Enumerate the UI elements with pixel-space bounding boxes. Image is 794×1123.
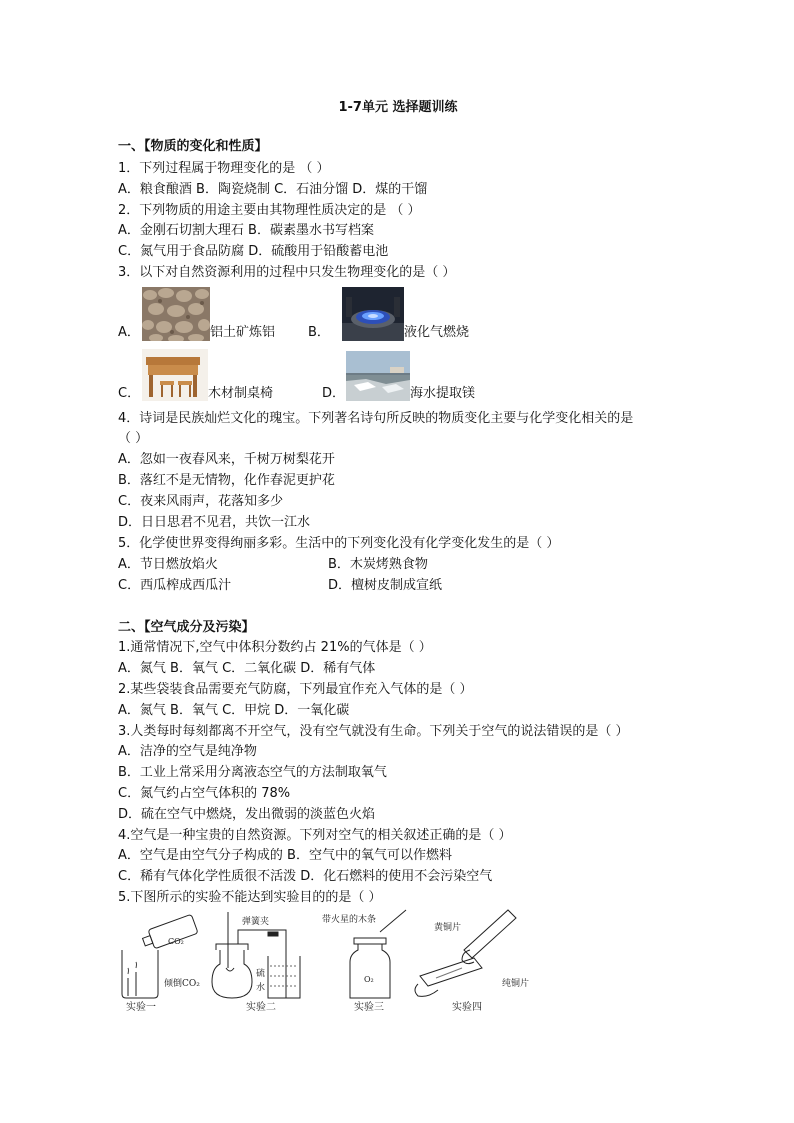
s2-q3-option-c: C．氮气约占空气体积的 78% [118,786,291,801]
s1-q2-stem: 2．下列物质的用途主要由其物理性质决定的是 （ ） [118,203,421,218]
page-title: 1-7单元 选择题训练 [338,100,458,115]
s1-q1-options: A．粮食酿酒 B．陶瓷烧制 C．石油分馏 D．煤的干馏 [118,182,428,197]
experiment-four-diagram [415,910,529,1013]
pour-co2-label: 倾倒CO₂ [164,979,200,989]
s2-q3-option-b: B．工业上常采用分离液态空气的方法制取氧气 [118,765,387,780]
experiment-two-diagram [212,912,300,1013]
s1-q2-options-ab: A．金刚石切割大理石 B．碳素墨水书写档案 [118,223,374,238]
s2-q2-stem: 2.某些袋装食品需要充气防腐，下列最宜作充入气体的是（ ） [118,682,473,697]
experiment-one-label: 实验一 [126,1002,156,1013]
experiment-two-label: 实验二 [246,1002,276,1013]
s1-q3-a-letter: A． [118,325,140,340]
s2-q4-options-ab: A．空气是由空气分子构成的 B．空气中的氧气可以作燃料 [118,848,452,863]
pure-copper-label: 纯铜片 [502,979,530,989]
brass-sheet-label: 黄铜片 [434,923,462,933]
seawater-salt-image [346,351,410,401]
s2-q3-option-a: A．洁净的空气是纯净物 [118,744,257,759]
experiment-three-diagram [322,910,406,1013]
s1-q3-b-letter: B． [308,325,330,340]
s1-q1-stem: 1．下列过程属于物理变化的是 （ ） [118,161,330,176]
s1-q5-option-a: A．节日燃放焰火 [118,557,218,572]
s2-q3-stem: 3.人类每时每刻都离不开空气，没有空气就没有生命。下列关于空气的说法错误的是（ ） [118,724,629,739]
s2-q2-options: A．氮气 B．氧气 C．甲烷 D．一氧化碳 [118,703,350,718]
s1-q4-stem: 4．诗词是民族灿烂文化的瑰宝。下列著名诗句所反映的物质变化主要与化学变化相关的是 [118,411,634,426]
s1-q5-option-b: B．木炭烤熟食物 [328,557,428,572]
s2-q1-stem: 1.通常情况下,空气中体积分数约占 21%的气体是（ ） [118,640,432,655]
s1-q5-stem: 5．化学使世界变得绚丽多彩。生活中的下列变化没有化学变化发生的是（ ） [118,536,560,551]
s1-q5-option-d: D．檀树皮制成宣纸 [328,578,443,593]
s2-q4-options-cd: C．稀有气体化学性质很不活泼 D．化石燃料的使用不会污染空气 [118,869,493,884]
s1-q3-stem: 3．以下对自然资源利用的过程中只发生物理变化的是（ ） [118,265,456,280]
s1-q3-d-text: 海水提取镁 [410,386,476,401]
water-label: 水 [256,983,266,993]
s1-q4-option-a: A．忽如一夜春风来，千树万树梨花开 [118,452,335,467]
s1-q3-a-text: 铝土矿炼铝 [210,325,276,340]
s1-q3-c-letter: C． [118,386,141,401]
s2-q3-option-d: D．硫在空气中燃烧，发出微弱的淡蓝色火焰 [118,807,376,822]
s2-q5-stem: 5.下图所示的实验不能达到实验目的的是（ ） [118,890,382,905]
s1-q3-c-text: 木材制桌椅 [208,386,274,401]
bauxite-image [142,287,210,341]
section2-heading: 二、【空气成分及污染】 [118,620,255,635]
s1-q4-option-d: D．日日思君不见君，共饮一江水 [118,515,311,530]
clamp-label: 弹簧夹 [242,917,270,927]
o2-jar-label: O₂ [364,975,374,984]
s1-q4-stem-bracket: （ ） [118,431,149,446]
experiment-three-label: 实验三 [354,1002,384,1013]
section1-heading: 一、【物质的变化和性质】 [118,139,268,154]
s1-q4-option-c: C．夜来风雨声，花落知多少 [118,494,284,509]
s1-q5-option-c: C．西瓜榨成西瓜汁 [118,578,232,593]
co2-bottle-label: CO₂ [168,937,184,946]
experiment-four-label: 实验四 [452,1002,482,1013]
s1-q3-d-letter: D． [322,386,346,401]
s1-q2-options-cd: C．氮气用于食品防腐 D．硫酸用于铅酸蓄电池 [118,244,389,259]
wooden-desk-chairs-image [142,349,208,401]
gas-stove-image [342,287,404,341]
s2-q1-options: A．氮气 B．氧气 C．二氧化碳 D．稀有气体 [118,661,376,676]
s2-q4-stem: 4.空气是一种宝贵的自然资源。下列对空气的相关叙述正确的是（ ） [118,828,512,843]
glowing-splint-label: 带火星的木条 [322,915,377,925]
experiment-figure [118,906,558,1016]
sulfur-label: 硫 [256,969,266,979]
s1-q4-option-b: B．落红不是无情物，化作春泥更护花 [118,473,335,488]
s1-q3-b-text: 液化气燃烧 [404,325,470,340]
experiment-one-diagram [122,914,200,1013]
